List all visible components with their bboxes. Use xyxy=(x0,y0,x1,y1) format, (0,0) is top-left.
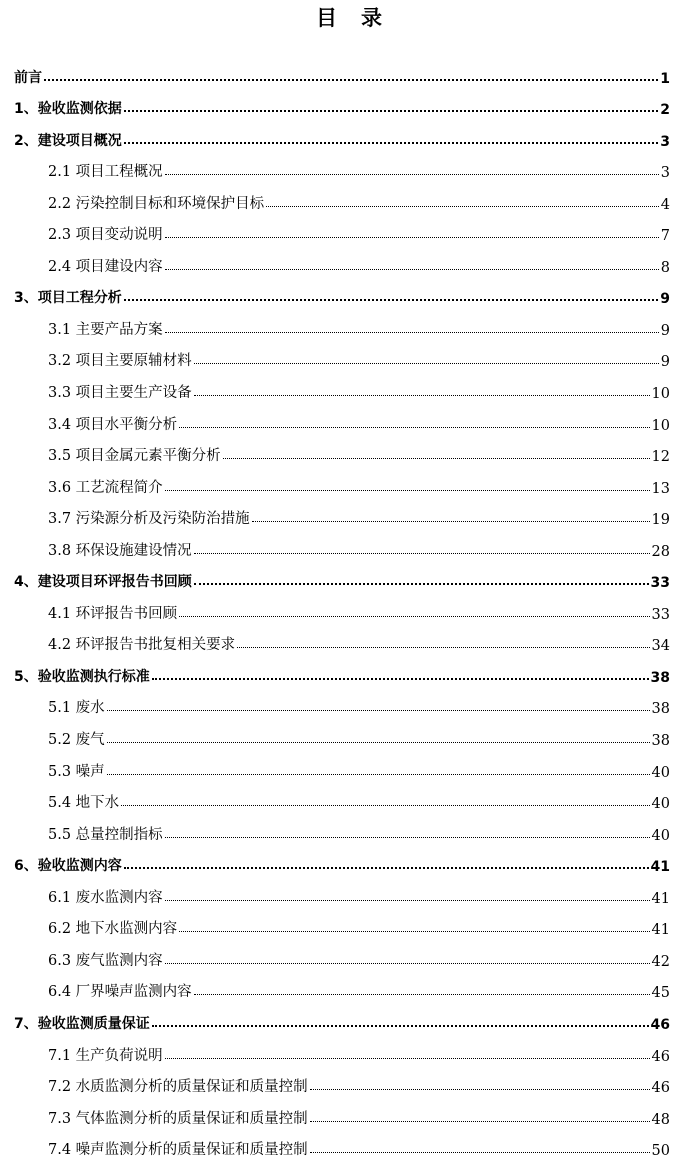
toc-section-entry[interactable] xyxy=(14,1065,670,1097)
toc-page-number: 10 xyxy=(651,386,670,403)
toc-page-number: 1 xyxy=(660,70,670,87)
toc-entry-label: 7.2 水质监测分析的质量保证和质量控制 xyxy=(48,1079,308,1096)
toc-page-number: 28 xyxy=(651,543,670,560)
toc-page-number: 46 xyxy=(651,1080,670,1097)
toc-page-number: 40 xyxy=(651,827,670,844)
toc-entry-label: 2、建设项目概况 xyxy=(14,132,122,149)
toc-entry-label: 7.3 气体监测分析的质量保证和质量控制 xyxy=(48,1110,308,1127)
toc-section-entry[interactable] xyxy=(14,1096,670,1128)
toc-page-number: 41 xyxy=(651,890,670,907)
toc-entry-label: 3.4 项目水平衡分析 xyxy=(48,416,178,433)
toc-entry-label: 4、建设项目环评报告书回顾 xyxy=(14,574,192,591)
toc-page-number: 3 xyxy=(660,165,670,182)
toc-entry-label: 6.3 废气监测内容 xyxy=(48,952,163,969)
toc-page-number: 41 xyxy=(651,922,670,939)
toc-section-entry[interactable] xyxy=(14,339,670,371)
toc-section-entry[interactable] xyxy=(14,686,670,718)
dot-leader xyxy=(165,900,650,901)
dot-leader xyxy=(165,332,659,333)
toc-entry-label: 5.4 地下水 xyxy=(48,795,120,812)
toc-page-number: 13 xyxy=(651,480,670,497)
toc-page-number: 33 xyxy=(650,575,670,592)
toc-page-number: 38 xyxy=(651,701,670,718)
toc-page-number: 48 xyxy=(651,1111,670,1128)
toc-page-number: 46 xyxy=(651,1048,670,1065)
toc-page-number: 9 xyxy=(660,354,670,371)
dot-leader xyxy=(107,774,650,775)
toc-page-number: 3 xyxy=(660,133,670,150)
toc-entry-label: 6.1 废水监测内容 xyxy=(48,889,163,906)
toc-page-number: 38 xyxy=(650,669,670,686)
toc-chapter-entry[interactable] xyxy=(14,1001,670,1033)
dot-leader xyxy=(165,837,650,838)
toc-page-number: 19 xyxy=(651,512,670,529)
toc-entry-label: 1、验收监测依据 xyxy=(14,101,122,118)
dot-leader xyxy=(310,1121,650,1122)
page-title xyxy=(0,3,700,33)
dot-leader xyxy=(107,710,650,711)
toc-entry-label: 7、验收监测质量保证 xyxy=(14,1015,150,1032)
dot-leader xyxy=(194,553,650,554)
toc-chapter-entry[interactable] xyxy=(14,118,670,150)
dot-leader xyxy=(44,79,658,81)
dot-leader xyxy=(310,1089,650,1090)
toc-entry-label: 2.3 项目变动说明 xyxy=(48,227,163,244)
toc-section-entry[interactable] xyxy=(14,717,670,749)
toc-page-number: 9 xyxy=(660,322,670,339)
dot-leader xyxy=(165,490,650,491)
toc-page-number: 41 xyxy=(650,859,670,876)
dot-leader xyxy=(165,1058,650,1059)
title-char-2: 录 xyxy=(361,6,384,30)
toc-section-entry[interactable] xyxy=(14,528,670,560)
toc-section-entry[interactable] xyxy=(14,497,670,529)
toc-entry-label: 6.2 地下水监测内容 xyxy=(48,921,178,938)
toc-page-number: 8 xyxy=(660,259,670,276)
dot-leader xyxy=(194,395,650,396)
toc-entry-label: 7.4 噪声监测分析的质量保证和质量控制 xyxy=(48,1142,308,1159)
dot-leader xyxy=(124,142,659,144)
toc-entry-label: 2.1 项目工程概况 xyxy=(48,164,163,181)
toc-section-entry[interactable] xyxy=(14,812,670,844)
toc-chapter-entry[interactable] xyxy=(14,654,670,686)
dot-leader xyxy=(124,867,649,869)
toc-page-number: 7 xyxy=(660,228,670,245)
dot-leader xyxy=(237,647,649,648)
toc-page-number: 45 xyxy=(651,985,670,1002)
toc-page-number: 4 xyxy=(660,196,670,213)
dot-leader xyxy=(252,521,650,522)
toc-entry-label: 2.2 污染控制目标和环境保护目标 xyxy=(48,195,265,212)
toc-chapter-entry[interactable] xyxy=(14,276,670,308)
dot-leader xyxy=(179,931,649,932)
toc-page-number: 9 xyxy=(660,291,670,308)
dot-leader xyxy=(165,269,659,270)
toc-section-entry[interactable] xyxy=(14,623,670,655)
dot-leader xyxy=(194,583,649,585)
dot-leader xyxy=(107,742,650,743)
dot-leader xyxy=(310,1152,650,1153)
toc-section-entry[interactable] xyxy=(14,970,670,1002)
toc-section-entry[interactable] xyxy=(14,181,670,213)
toc-entry-label: 5.1 废水 xyxy=(48,700,105,717)
toc-page-number: 10 xyxy=(651,417,670,434)
toc-section-entry[interactable] xyxy=(14,781,670,813)
toc-entry-label: 4.1 环评报告书回顾 xyxy=(48,605,178,622)
toc-section-entry[interactable] xyxy=(14,875,670,907)
toc-entry-label: 3.2 项目主要原辅材料 xyxy=(48,353,192,370)
title-char-1: 目 xyxy=(316,6,339,30)
toc-page-number: 40 xyxy=(651,796,670,813)
toc-page-number: 42 xyxy=(651,953,670,970)
toc-entry-label: 3.8 环保设施建设情况 xyxy=(48,542,192,559)
toc-entry-label: 7.1 生产负荷说明 xyxy=(48,1047,163,1064)
toc-chapter-entry[interactable] xyxy=(14,844,670,876)
dot-leader xyxy=(165,174,659,175)
toc-section-entry[interactable] xyxy=(14,591,670,623)
toc-section-entry[interactable] xyxy=(14,402,670,434)
toc-entry-label: 5.2 废气 xyxy=(48,732,105,749)
dot-leader xyxy=(124,110,659,112)
toc-chapter-entry[interactable] xyxy=(14,55,670,87)
toc-page-number: 38 xyxy=(651,733,670,750)
toc-chapter-entry[interactable] xyxy=(14,560,670,592)
dot-leader xyxy=(152,1025,649,1027)
toc-entry-label: 2.4 项目建设内容 xyxy=(48,258,163,275)
toc-page-number: 33 xyxy=(651,606,670,623)
toc-page-number: 34 xyxy=(651,638,670,655)
toc-section-entry[interactable] xyxy=(14,907,670,939)
toc-entry-label: 6.4 厂界噪声监测内容 xyxy=(48,984,192,1001)
dot-leader xyxy=(194,363,659,364)
toc-entry-label: 4.2 环评报告书批复相关要求 xyxy=(48,637,236,654)
toc-page-number: 50 xyxy=(651,1143,670,1159)
dot-leader xyxy=(124,299,659,301)
toc-entry-label: 5、验收监测执行标准 xyxy=(14,668,150,685)
toc-section-entry[interactable] xyxy=(14,150,670,182)
toc-section-entry[interactable] xyxy=(14,1128,670,1159)
toc-section-entry[interactable] xyxy=(14,434,670,466)
dot-leader xyxy=(152,678,649,680)
toc-entry-label: 5.5 总量控制指标 xyxy=(48,826,163,843)
toc-entry-label: 3.7 污染源分析及污染防治措施 xyxy=(48,511,250,528)
toc-page-number: 46 xyxy=(650,1016,670,1033)
toc-section-entry[interactable] xyxy=(14,307,670,339)
toc-entry-label: 前言 xyxy=(14,69,42,86)
toc-entry-label: 6、验收监测内容 xyxy=(14,858,122,875)
dot-leader xyxy=(179,427,649,428)
dot-leader xyxy=(179,616,649,617)
dot-leader xyxy=(121,805,649,806)
toc-entry-label: 5.3 噪声 xyxy=(48,763,105,780)
table-of-contents xyxy=(14,55,670,1159)
toc-section-entry[interactable] xyxy=(14,465,670,497)
dot-leader xyxy=(266,206,659,207)
dot-leader xyxy=(194,994,650,995)
toc-entry-label: 3.6 工艺流程简介 xyxy=(48,479,163,496)
toc-chapter-entry[interactable] xyxy=(14,87,670,119)
dot-leader xyxy=(165,963,650,964)
toc-section-entry[interactable] xyxy=(14,749,670,781)
toc-section-entry[interactable] xyxy=(14,370,670,402)
toc-section-entry[interactable] xyxy=(14,213,670,245)
toc-section-entry[interactable] xyxy=(14,938,670,970)
toc-page-number: 40 xyxy=(651,764,670,781)
dot-leader xyxy=(223,458,650,459)
toc-entry-label: 3.3 项目主要生产设备 xyxy=(48,385,192,402)
toc-section-entry[interactable] xyxy=(14,244,670,276)
toc-section-entry[interactable] xyxy=(14,1033,670,1065)
toc-entry-label: 3.1 主要产品方案 xyxy=(48,321,163,338)
toc-page-number: 2 xyxy=(660,102,670,119)
toc-page-number: 12 xyxy=(651,449,670,466)
dot-leader xyxy=(165,237,659,238)
toc-entry-label: 3.5 项目金属元素平衡分析 xyxy=(48,448,221,465)
toc-entry-label: 3、项目工程分析 xyxy=(14,290,122,307)
